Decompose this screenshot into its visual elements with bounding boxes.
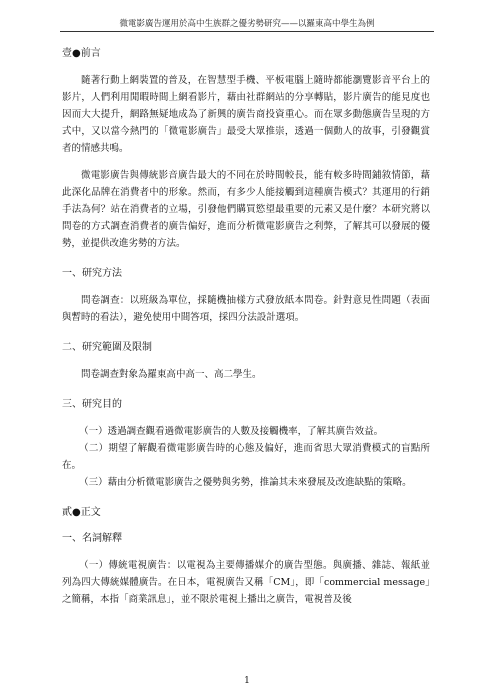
scope-paragraph: 問卷調查對象為羅東高中高一、高二學生。 <box>81 369 262 380</box>
preface-paragraph-2: 微電影廣告與傳統影音廣告最大的不同在於時間較長，能有較多時間鋪敘情節，藉此深化品牌在消費者中的形象。然而，有多少人能接觸到這種廣告模式？其運用的行銷手法為何？站在消費者的立場，引發他們購買慾望最重要的元素又是什麼？本研究將以問卷的方式調查消費者的廣告偏好，進而分析微電影廣告之利弊，了解其可以發展的優勢，並提供改進劣勢的方法。 <box>62 170 430 249</box>
preface-paragraph-1: 隨著行動上網裝置的普及，在智慧型手機、平板電腦上隨時都能瀏覽影音平台上的影片，人們利用閒暇時間上網看影片，藉由社群網站的分享轉貼，影片廣告的能見度也因而大大提升，網路無疑地成為了新興的廣告商投資重心。而在眾多動態廣告呈現的方式中，又以當今熱門的「微電影廣告」最受大眾推崇，透過一個動人的故事，引發觀賞者的情感共鳴。 <box>62 75 430 154</box>
section-heading-terms: 一、名詞解釋 <box>62 533 122 544</box>
section-heading-preface: 壹●前言 <box>62 48 101 59</box>
header-rule <box>60 31 434 32</box>
method-paragraph: 問卷調查：以班級為單位，採隨機抽樣方式發放紙本問卷。針對意見性問題（表面與暫時的看法），避免使用中間答項，採四分法設計選項。 <box>62 295 430 323</box>
section-heading-purpose: 三、研究目的 <box>62 399 122 410</box>
terms-item-1: （一）傳統電視廣告：以電視為主要傳播媒介的廣告型態。與廣播、雜誌、報紙並列為四大傳統媒體廣告。在日本，電視廣告又稱「CM」，即「commercial message」之簡稱，本指「商業訊息」，並不限於電視上播出之廣告，電視普及後 <box>62 560 430 605</box>
section-heading-method: 一、研究方法 <box>62 268 122 279</box>
page-number: 1 <box>244 676 250 686</box>
page-content <box>62 46 430 608</box>
section-heading-body: 貳●正文 <box>62 507 101 518</box>
purpose-item-3: （三）藉由分析微電影廣告之優勢與劣勢，推論其未來發展及改進缺點的策略。 <box>79 477 412 488</box>
purpose-item-2: （二）期望了解觀看微電影廣告時的心態及偏好，進而省思大眾消費模式的盲點所在。 <box>62 443 430 471</box>
running-header: 微電影廣告運用於高中生族群之優劣勢研究——以羅東高中學生為例 <box>119 19 375 29</box>
purpose-item-1: （一）透過調查觀看過微電影廣告的人數及接觸機率，了解其廣告效益。 <box>79 426 384 437</box>
section-heading-scope: 二、研究範圍及限制 <box>62 342 152 353</box>
